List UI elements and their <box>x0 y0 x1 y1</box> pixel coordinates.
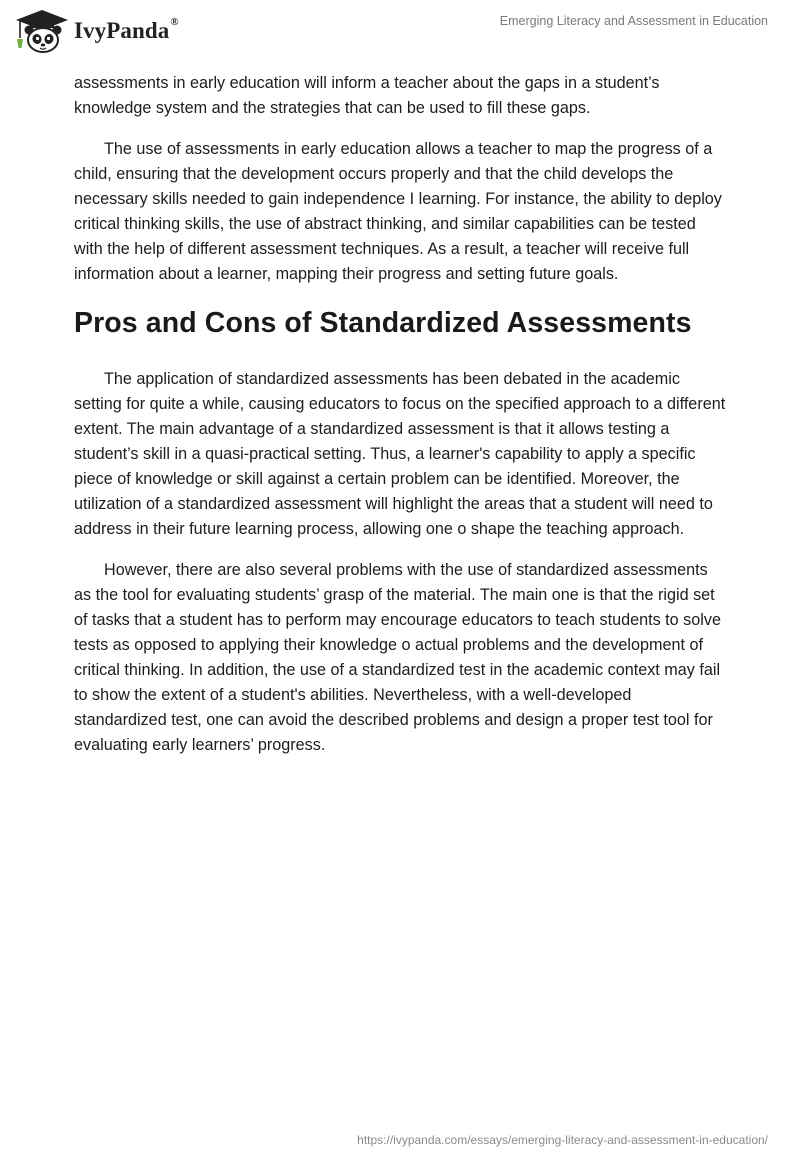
paragraph: However, there are also several problems with the use of standardized assessments as the tool for evaluating students’ grasp of the material. The main one is that the rigid set of tasks that a student has to perform may encourage educators to teach students to solve tests as opposed to applying their knowledge o actual problems and the development of critical thinking. In addition, the use of a standardized test in the academic context may fail to show the extent of a student's abilities. Nevertheless, with a well-developed standardized test, one can avoid the described problems and design a proper test tool for evaluating early learners’ progress. <box>74 561 721 754</box>
panda-graduate-icon <box>14 8 70 54</box>
paragraph: The use of assessments in early education allows a teacher to map the progress of a child, ensuring that the development occurs properly and that the child develops the necessary skills needed to gain independence I learning. For instance, the ability to deploy critical thinking skills, the use of abstract thinking, and similar capabilities can be tested with the help of different assessment techniques. As a result, a teacher will receive full information about a learner, mapping their progress and setting future goals. <box>74 140 722 283</box>
source-url[interactable]: https://ivypanda.com/essays/emerging-literacy-and-assessment-in-education/ <box>357 1133 768 1147</box>
page-header <box>0 0 800 64</box>
ivypanda-logo[interactable] <box>14 8 179 54</box>
brand-name: IvyPanda® <box>74 16 179 43</box>
paragraph-continued: assessments in early education will inform a teacher about the gaps in a student’s knowledge system and the strategies that can be used to fill these gaps. <box>74 74 660 117</box>
running-title: Emerging Literacy and Assessment in Education <box>499 14 768 28</box>
section-heading: Pros and Cons of Standardized Assessments <box>74 307 692 339</box>
paragraph: The application of standardized assessments has been debated in the academic setting for quite a while, causing educators to focus on the specified approach to a different extent. The main advantage of a standardized assessment is that it allows testing a student’s skill in a quasi-practical setting. Thus, a learner's capability to apply a specific piece of knowledge or skill against a certain problem can be identified. Moreover, the utilization of a standardized assessment will highlight the areas that a student will need to address in their future learning process, allowing one o shape the teaching approach. <box>74 370 726 538</box>
essay-content <box>74 71 726 774</box>
